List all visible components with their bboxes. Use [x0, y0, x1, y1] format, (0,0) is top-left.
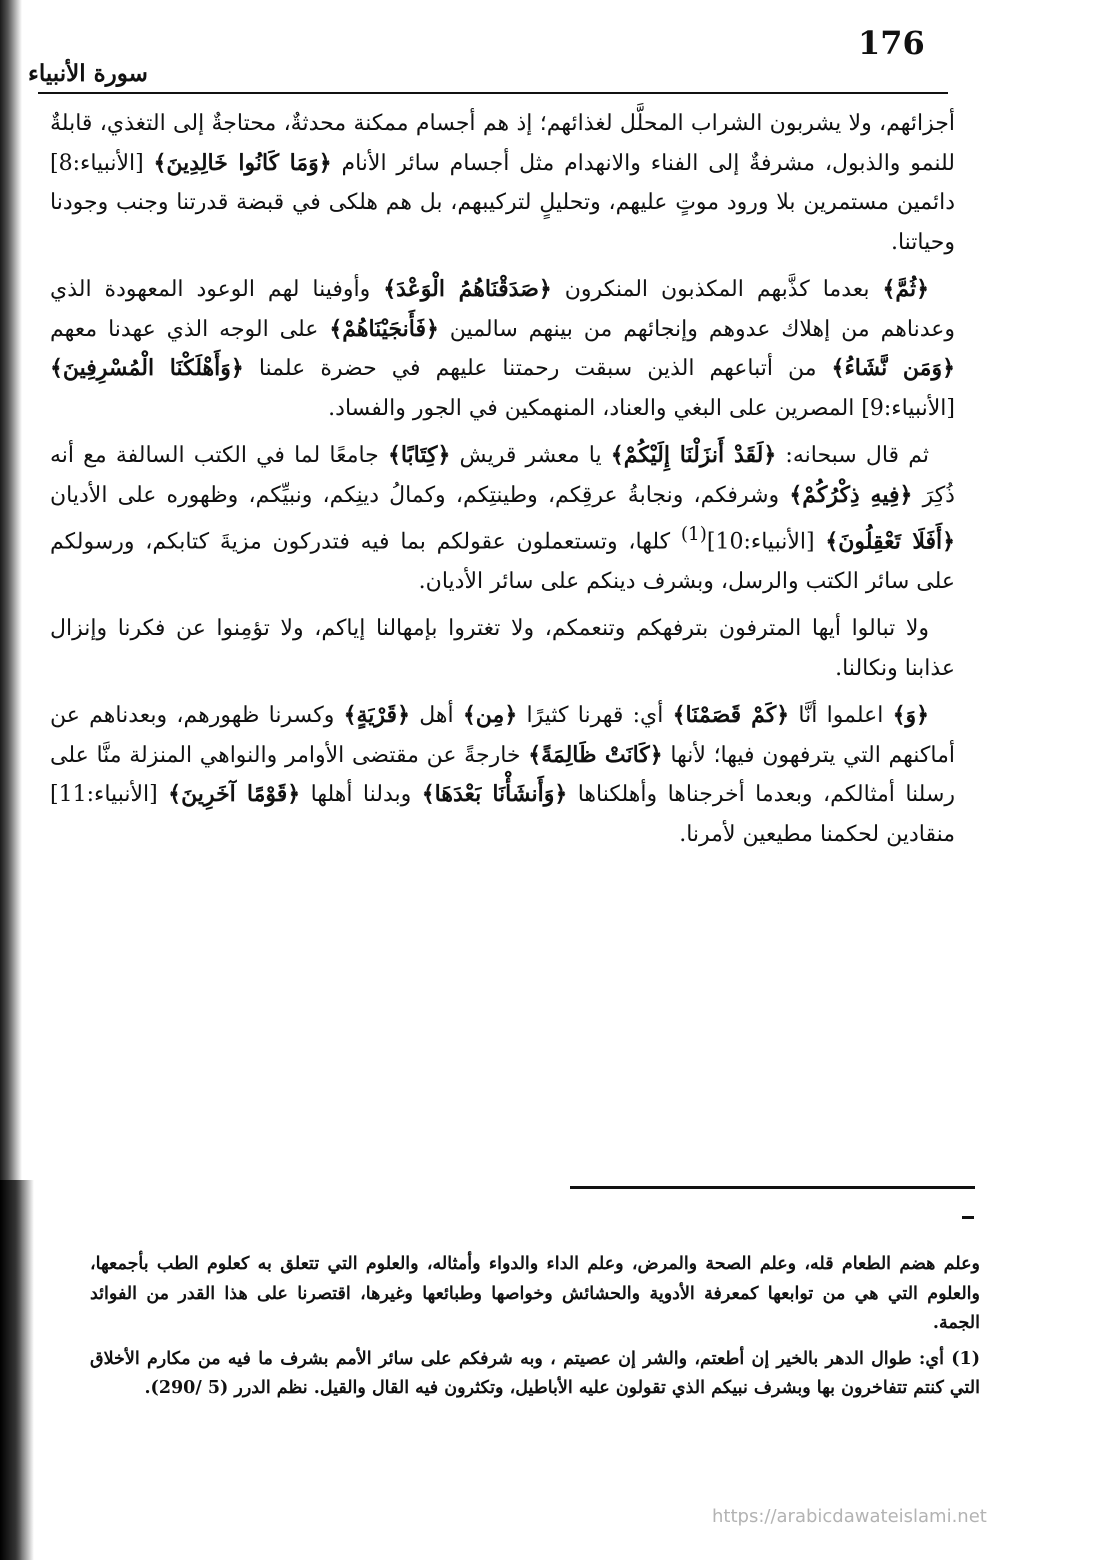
quran-quote: ﴿وَأَهْلَكْنَا الْمُسْرِفِينَ﴾	[50, 355, 244, 381]
text-segment: أجزائهم، ولا يشربون الشراب المحلَّل لغذائهم؛ إذ هم أجسام ممكنة محدثةٌ، محتاجةٌ إلى التغذي، قابلةٌ للنمو والذبول، مشرفةٌ إلى الفناء والانهدام مثل أجسام سائر الأنام	[50, 111, 955, 176]
quran-quote: ﴿كَمْ قَصَمْنَا﴾	[672, 702, 790, 729]
footnote-continuation: وعلم هضم الطعام قله، وعلم الصحة والمرض، وعلم الداء والدواء وأمثاله، والعلوم التي تتعلق به كعلوم الطب بأجمعها، والعلوم التي هي من توابعها كمعرفة الأدوية والحشائش وخواصها وطبائعها وغيرها، اقتصرنا على هذا القدر من الفوائد الجمة.	[90, 1254, 980, 1333]
quran-quote: ﴿أَفَلَا تَعْقِلُونَ﴾	[825, 528, 955, 555]
header-rule	[38, 92, 948, 94]
paragraph-1	[50, 104, 955, 262]
paragraph-4	[50, 609, 955, 688]
running-header: سورة الأنبياء	[28, 60, 148, 87]
quran-quote: ﴿كِتَابًا﴾	[387, 442, 451, 468]
main-text	[50, 104, 955, 862]
text-segment: [الأنبياء:8] دائمين مستمرين بلا ورود موتٍ عليهم، وتحليلٍ لتركيبهم، بل هم هلكى في قبضة قدرتنا وجنب وجودنا وحياتنا.	[50, 150, 955, 255]
footnotes	[90, 1250, 980, 1410]
text-segment: [الأنبياء:11] منقادين لحكمنا مطيعين لأمرنا.	[50, 782, 955, 847]
footnote-dash	[962, 1216, 974, 1219]
quran-quote: ﴿فَأَنجَيْنَاهُمْ﴾	[329, 315, 439, 342]
footnote-1: (1) أي: طوال الدهر بالخير إن أطعتم، والشر إن عصيتم ، وبه شرفكم على سائر الأمم بشرف ما فيه من مكارم الأخلاق التي كنتم تتفاخرون بها وبشرف نبيكم الذي تقولون عليه الأباطيل، وتكثرون فيه القال والقيل. نظم الدرر (5 /290).	[90, 1348, 980, 1398]
text-segment: على الوجه الذي عهدنا معهم	[50, 316, 330, 342]
text-segment: ولا تبالوا أيها المترفون بترفهكم وتنعمكم، ولا تغتروا بإمهالنا إياكم، ولا تؤمِنوا عن فكرنا وإنزال عذابنا ونكالنا.	[50, 616, 955, 681]
quran-quote: ﴿مِن﴾	[462, 702, 518, 729]
page-number: 176	[858, 24, 925, 62]
watermark: https://arabicdawateislami.net	[712, 1506, 987, 1527]
quran-quote: ﴿وَمَن نَّشَاءُ﴾	[831, 355, 955, 381]
quran-quote: ﴿ثُمَّ﴾	[882, 276, 929, 302]
text-segment: من أتباعهم الذين سبقت رحمتنا عليهم في حضرة علمنا	[243, 356, 832, 381]
quran-quote: ﴿فِيهِ ذِكْرُكُمْ﴾	[789, 481, 913, 508]
text-segment: وأوفينا لهم الوعود المعهودة الذي وعدناهم من إهلاك عدوهم وإنجائهم من بينهم سالمين	[50, 277, 955, 342]
quran-quote: ﴿وَ﴾	[892, 702, 930, 729]
text-segment: [الأنبياء:10]	[706, 529, 826, 555]
text-segment: وبدلنا أهلها	[300, 782, 422, 808]
paragraph-5	[50, 696, 955, 854]
quran-quote: ﴿صَدَقْنَاهُمُ الْوَعْدَ﴾	[383, 276, 552, 302]
quran-quote: ﴿قَرْيَةٍ﴾	[343, 702, 410, 729]
quran-quote: ﴿وَأَنشَأْنَا بَعْدَهَا﴾	[421, 781, 568, 808]
text-segment: أي: قهرنا كثيرًا	[517, 703, 673, 729]
quran-quote: ﴿كَانَتْ ظَالِمَةً﴾	[528, 741, 663, 768]
text-segment: [الأنبياء:9] المصرين على البغي والعناد، المنهمكين في الجور والفساد.	[328, 395, 955, 421]
quran-quote: ﴿لَقَدْ أَنزَلْنَا إِلَيْكُمْ﴾	[610, 442, 777, 468]
text-segment: جامعًا لما في الكتب السالفة مع أنه ذُكِرَ	[50, 443, 955, 508]
text-segment: ثم قال سبحانه:	[776, 443, 929, 468]
text-segment: يا معشر قريش	[450, 443, 611, 468]
footnote-rule	[570, 1186, 975, 1189]
scan-edge-shadow-bottom	[0, 1180, 34, 1560]
text-segment: خارجةً عن مقتضى الأوامر والنواهي المنزلة منَّا على رسلنا أمثالكم، وبعدما أخرجناها وأهلكناها	[50, 742, 955, 808]
text-segment: كلها، وتستعملون عقولكم بما فيه فتدركون مزيةَ كتابكم، ورسولكم على سائر الكتب والرسل، وبشرف دينكم على سائر الأديان.	[50, 529, 955, 594]
quran-quote: ﴿وَمَا كَانُوا خَالِدِينَ﴾	[153, 149, 332, 176]
text-segment: أهل	[409, 703, 463, 729]
text-segment: وكسرنا ظهورهم، وبعدناهم عن أماكنهم التي يترفهون فيها؛ لأنها	[50, 703, 955, 768]
footnote-ref: (1)	[680, 524, 707, 545]
text-segment: اعلموا أنَّا	[789, 703, 893, 729]
paragraph-3	[50, 436, 955, 601]
quran-quote: ﴿قَوْمًا آخَرِينَ﴾	[168, 781, 301, 808]
text-segment: بعدما كذَّبهم المكذبون المنكرون	[551, 277, 883, 302]
text-segment: وشرفكم، ونجابةُ عرقِكم، وطينتِكم، وكمالُ دينِكم، ونبيِّكم، وظهوره على الأديان	[50, 482, 790, 508]
paragraph-2	[50, 270, 955, 428]
